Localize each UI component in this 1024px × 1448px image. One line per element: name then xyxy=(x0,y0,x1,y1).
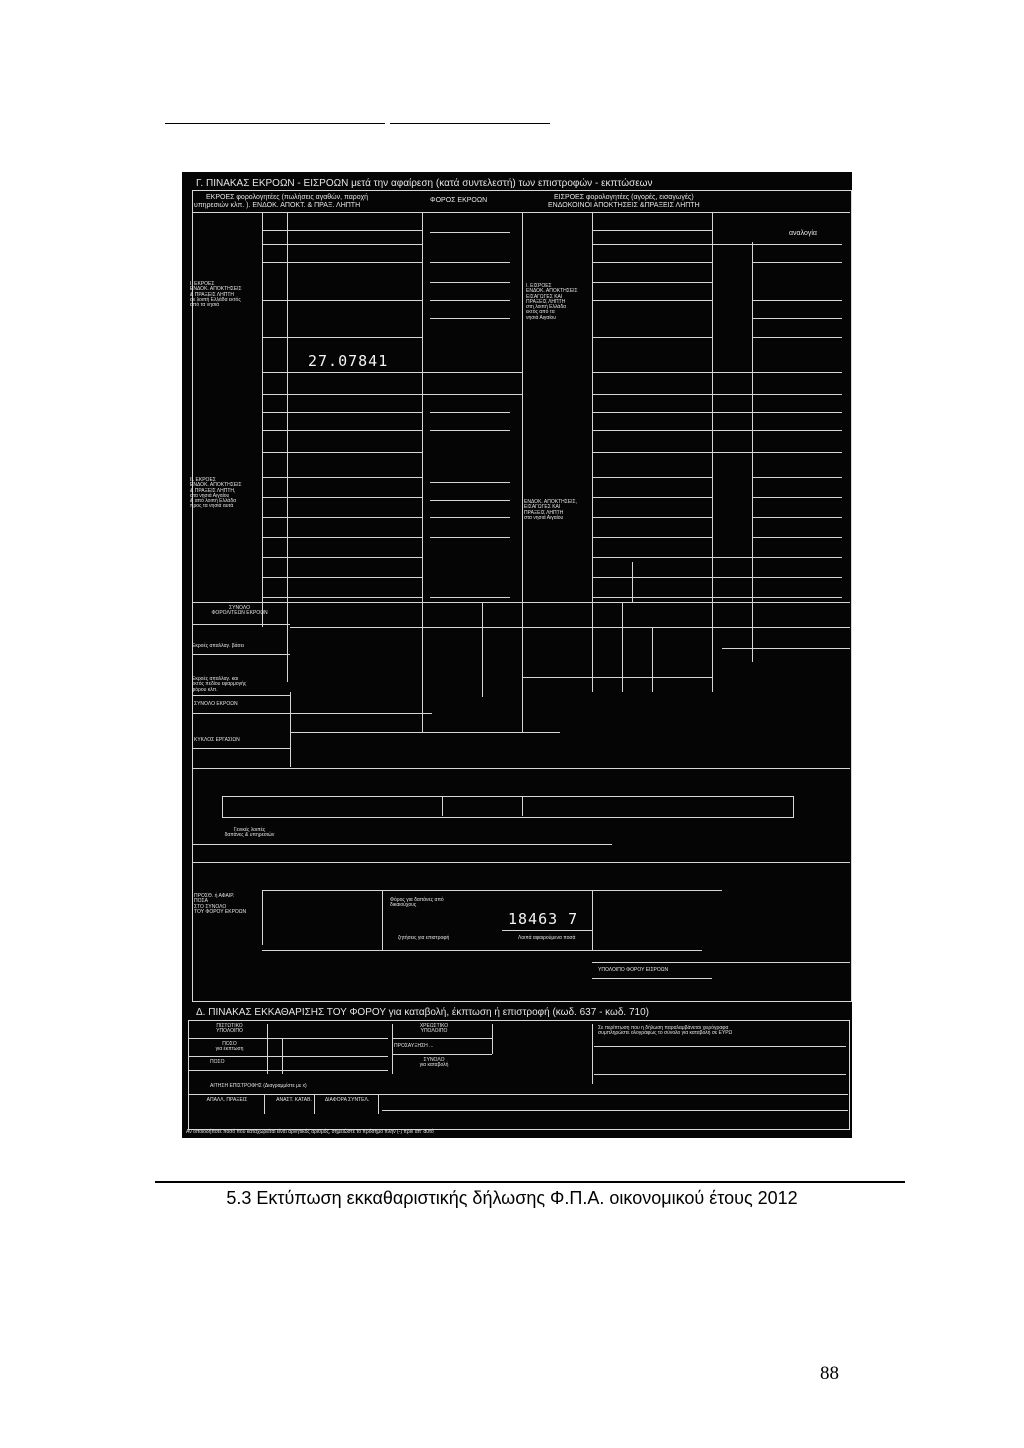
handwritten-total: 18463 7 xyxy=(508,910,579,928)
remaining-inflow-tax-label: ΥΠΟΛΟΙΠΟ ΦΟΡΟΥ ΕΙΣΡΟΩΝ xyxy=(598,967,669,973)
other-expenses-label: Γενικές λοιπές δαπάνες & υπηρεσιών xyxy=(224,827,275,839)
page-number: 88 xyxy=(820,1363,839,1384)
other-outflows-label: Εκροές απαλλαγ. και εκτός πεδίου εφαρμογής φόρου κλπ. xyxy=(192,676,247,693)
block1-left-label: Ι. ΕΚΡΟΕΣ ΕΝΔΟΚ. ΑΠΟΚΤΗΣΕΙΣ & ΠΡΑΞΕΙΣ ΛΗΠΤΗ σε λοιπή Ελλάδα εκτός από τα νησιά xyxy=(190,281,242,308)
refund-request-inline: ζητήσεις για επιστροφή xyxy=(398,935,450,941)
block1-right-label: Ι. ΕΙΣΡΟΕΣ ΕΝΔΟΚ. ΑΠΟΚΤΗΣΕΙΣ ΕΙΣΑΓΩΓΕΣ ΚΑΙ ΠΡΑΞΕΙΣ ΛΗΠΤΗ στη λοιπή Ελλάδα εκτός από τα νησιά Αιγαίου xyxy=(526,283,578,321)
block2-right-label: ΕΝΔΟΚ. ΑΠΟΚΤΗΣΕΙΣ, ΕΙΣΑΓΩΓΕΣ ΚΑΙ ΠΡΑΞΕΙΣ ΛΗΠΤΗ στα νησιά Αιγαίου xyxy=(524,499,578,521)
tax-on-expenses-label: Φόρος για δαπάνες από δικαιούχους xyxy=(390,897,444,909)
refund-option-exempt: ΑΠΑΛΛ. ΠΡΑΞΕΙΣ xyxy=(206,1097,248,1103)
total-payable-label: ΣΥΝΟΛΟ για καταβολή xyxy=(419,1057,449,1069)
refund-option-suspended: ΑΝΑΣΤ. ΚΑΤΑΒ. xyxy=(276,1097,312,1103)
amount-deduction-label: ΠΟΣΟ για έκπτωση xyxy=(215,1041,244,1053)
other-deductible-label: Λοιπά αφαιρούμενα ποσά xyxy=(518,935,576,941)
figure-caption: 5.3 Εκτύπωση εκκαθαριστικής δήλωσης Φ.Π.Α. οικονομικού έτους 2012 xyxy=(226,1188,798,1208)
amount-label: ΠΟΣΟ xyxy=(210,1059,225,1065)
col-outflows-line1: ΕΚΡΟΕΣ φορολογητέες (πωλήσεις αγαθών, παροχή xyxy=(206,194,369,201)
vat-form-scan xyxy=(182,172,852,1138)
col-inflows-line1: ΕΙΣΡΟΕΣ φορολογητέες (αγορές, εισαγωγές) xyxy=(554,194,694,201)
plus-minus-label: ΠΡΟΣΘ. ή ΑΦΑΙΡ. ΠΟΣΑ ΣΤΟ ΣΥΝΟΛΟ ΤΟΥ ΦΟΡΟΥ ΕΚΡΟΩΝ xyxy=(194,893,247,915)
col-tax-outflows: ΦΟΡΟΣ ΕΚΡΟΩΝ xyxy=(430,197,488,204)
refund-option-rate-diff: ΔΙΑΦΟΡΑ ΣΥΝΤΕΛ. xyxy=(324,1097,370,1103)
section-d-title: Δ. ΠΙΝΑΚΑΣ ΕΚΚΑΘΑΡΙΣΗΣ ΤΟΥ ΦΟΡΟΥ για καταβολή, έκπτωση ή επιστροφή (κωδ. 637 - κωδ. 710) xyxy=(196,1007,650,1018)
sum-tax-outflows-label: ΣΥΝΟΛΟ ΦΟΡΟΛ/ΤΕΩΝ ΕΚΡΟΩΝ xyxy=(211,605,268,617)
col-inflows-line2: ΕΝΔΟΚΟΙΝΟΙ ΑΠΟΚΤΗΣΕΙΣ &ΠΡΑΞΕΙΣ ΛΗΠΤΗ xyxy=(548,202,700,209)
debit-balance-label: ΧΡΕΩΣΤΙΚΟ ΥΠΟΛΟΙΠΟ xyxy=(419,1023,449,1035)
col-outflows-line2: υπηρεσιών κλπ. ). ΕΝΔΟΚ. ΑΠΟΚΤ. & ΠΡΑΞ. ΛΗΠΤΗ xyxy=(194,202,361,209)
exempt-outflows-label: Εκροές απαλλαγ. βάσει xyxy=(192,643,244,649)
top-rule-right xyxy=(390,123,550,124)
section-g-title: Γ. ΠΙΝΑΚΑΣ ΕΚΡΟΩΝ - ΕΙΣΡΟΩΝ μετά την αφαίρεση (κατά συντελεστή) των επιστροφών - εκπτώσεων xyxy=(196,178,653,189)
credit-balance-label: ΠΙΣΤΩΤΙΚΟ ΥΠΟΛΟΙΠΟ xyxy=(216,1023,243,1035)
top-rule-left xyxy=(165,123,385,124)
section-d-note: Σε περίπτωση που η δήλωση παραλαμβάνεται χειρόγραφα συμπληρώστε ολογράφως το σύνολο για καταβολή σε ΕΥΡΩ xyxy=(598,1025,733,1037)
section-d-frame xyxy=(188,1020,850,1130)
section-d-footer: Αν οποιοδήποτε ποσό που καταχωρείται είναι αρνητικός αριθμός, σημειώστε το πρόσημο πλην (-) πριν απ' αυτό xyxy=(186,1129,434,1135)
turnover-label: ΚΥΚΛΟΣ ΕΡΓΑΣΙΩΝ xyxy=(194,737,240,743)
total-outflows-label: ΣΥΝΟΛΟ ΕΚΡΟΩΝ xyxy=(194,701,238,707)
caption-rule xyxy=(155,1181,905,1183)
block2-left-label: ΙΙ. ΕΚΡΟΕΣ ΕΝΔΟΚ. ΑΠΟΚΤΗΣΕΙΣ & ΠΡΑΞΕΙΣ ΛΗΠΤΗ, στα νησιά Αιγαίου & από λοιπή Ελλάδα προς τα νησιά αυτά xyxy=(190,477,242,510)
surcharge-label: ΠΡΟΣΑΥΞΗΣΗ ... xyxy=(394,1043,434,1049)
handwritten-value: 27.07841 xyxy=(308,352,389,370)
refund-request-title: ΑΙΤΗΣΗ ΕΠΙΣΤΡΟΦΗΣ (Διαγραμμίστε με x) xyxy=(210,1083,307,1089)
col-analogy: αναλογία xyxy=(789,230,817,237)
